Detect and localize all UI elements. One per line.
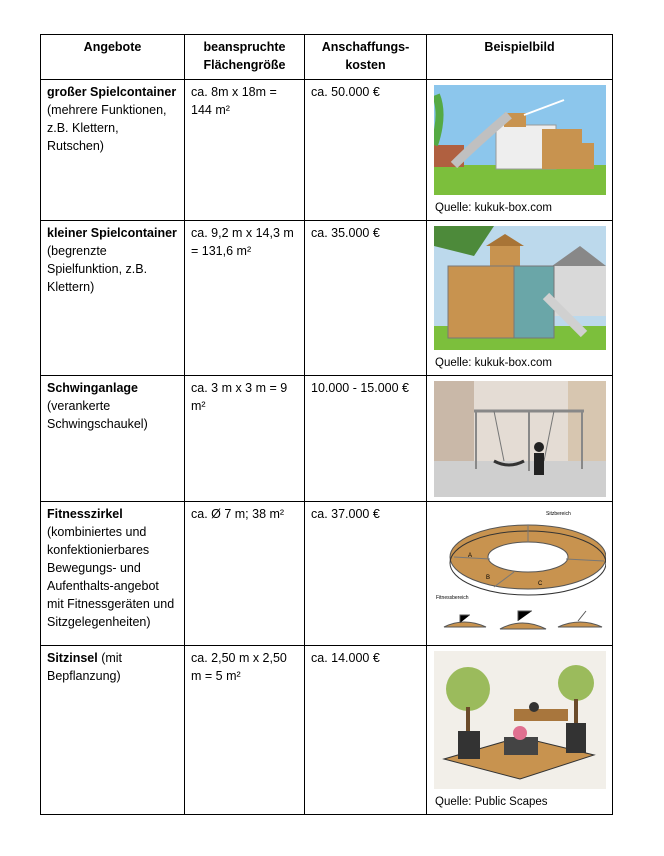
offer-description: (kombiniertes und konfektionierbares Bewegungs- und Aufenthalts-angebot mit Fitnessgeräten und Sitzgelegenheiten)	[47, 525, 175, 629]
offer-description: (begrenzte Spielfunktion, z.B. Klettern)	[47, 244, 148, 294]
header-kosten	[305, 35, 427, 80]
offer-description: (mehrere Funktionen, z.B. Klettern, Rutschen)	[47, 103, 167, 153]
offer-description: (verankerte Schwingschaukel)	[47, 399, 148, 431]
cost-cell: ca. 14.000 €	[305, 646, 427, 815]
cost-cell: 10.000 - 15.000 €	[305, 376, 427, 502]
size-cell: ca. Ø 7 m; 38 m²	[185, 502, 305, 646]
cost-cell: ca. 37.000 €	[305, 502, 427, 646]
offer-name: großer Spielcontainer	[47, 85, 177, 99]
table-row	[41, 502, 613, 646]
size-cell: ca. 9,2 m x 14,3 m = 131,6 m²	[185, 221, 305, 376]
offer-cell	[41, 80, 185, 221]
header-flaeche-line2: Flächengröße	[203, 58, 286, 72]
size-cell: ca. 3 m x 3 m = 9 m²	[185, 376, 305, 502]
image-cell	[427, 646, 613, 815]
header-flaeche-line1: beanspruchte	[203, 40, 286, 54]
offer-cell	[41, 221, 185, 376]
diagram-label-fitnessbereich: Fitnessbereich	[435, 595, 469, 601]
diagram-label-c: C	[537, 581, 542, 587]
image-cell	[427, 221, 613, 376]
image-source: Quelle: kukuk-box.com	[435, 357, 552, 369]
fitness-circle-diagram	[434, 507, 606, 639]
size-cell: ca. 2,50 m x 2,50 m = 5 m²	[185, 646, 305, 815]
header-bild	[427, 35, 613, 80]
table-row	[41, 221, 613, 376]
offers-table	[40, 34, 613, 815]
header-kosten-line1: Anschaffungs-	[321, 40, 410, 54]
offer-name: Schwinganlage	[47, 381, 138, 395]
offer-cell	[41, 502, 185, 646]
table-row	[41, 80, 613, 221]
offer-name: Sitzinsel	[47, 651, 98, 665]
offer-cell	[41, 646, 185, 815]
header-angebote	[41, 35, 185, 80]
header-bild-label: Beispielbild	[484, 40, 555, 54]
header-flaeche	[185, 35, 305, 80]
seating-island-photo	[434, 651, 606, 789]
size-cell: ca. 8m x 18m = 144 m²	[185, 80, 305, 221]
image-source: Quelle: kukuk-box.com	[435, 202, 552, 214]
image-cell	[427, 376, 613, 502]
offer-name: Fitnesszirkel	[47, 507, 123, 521]
offer-name: kleiner Spielcontainer	[47, 226, 177, 240]
diagram-label-a: A	[467, 553, 472, 559]
image-cell	[427, 80, 613, 221]
small-container-photo	[434, 226, 606, 350]
table-row	[41, 376, 613, 502]
diagram-label-b: B	[485, 575, 490, 581]
offer-description: (mit Bepflanzung)	[47, 651, 123, 683]
header-kosten-line2: kosten	[345, 58, 386, 72]
header-row	[41, 35, 613, 80]
header-angebote-label: Angebote	[83, 40, 142, 54]
large-container-photo	[434, 85, 606, 195]
swing-photo	[434, 381, 606, 497]
image-cell	[427, 502, 613, 646]
cost-cell: ca. 50.000 €	[305, 80, 427, 221]
image-source: Quelle: Public Scapes	[435, 796, 548, 808]
offer-cell	[41, 376, 185, 502]
diagram-label-sitzbereich: Sitzbereich	[545, 511, 571, 517]
table-row	[41, 646, 613, 815]
cost-cell: ca. 35.000 €	[305, 221, 427, 376]
